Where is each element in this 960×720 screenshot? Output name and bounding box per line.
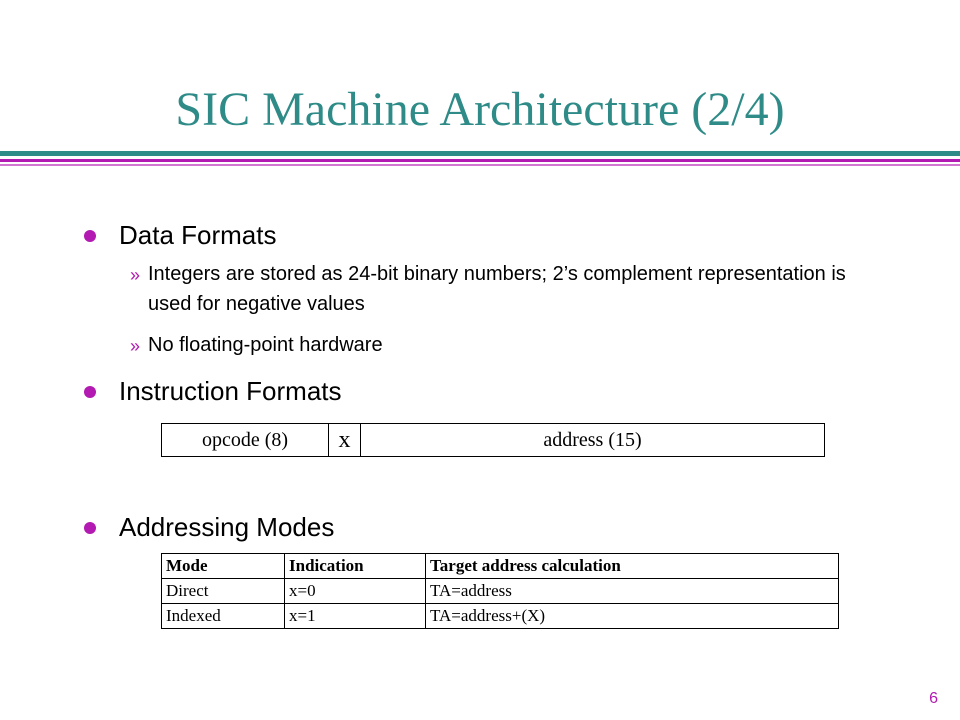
instruction-field-x: x — [329, 424, 361, 456]
table-cell: Indexed — [162, 604, 285, 629]
bullet-dot-icon — [84, 386, 96, 398]
table-cell: Direct — [162, 579, 285, 604]
sub-item-no-floating-point: No floating-point hardware — [148, 334, 383, 356]
table-row — [162, 579, 839, 604]
table-header-row — [162, 554, 839, 579]
table-header-cell: Mode — [162, 554, 285, 579]
sub-item-integers: Integers are stored as 24-bit binary numbers; 2’s complement representation is used for negative values — [148, 263, 846, 315]
bullet-dot-icon — [84, 230, 96, 242]
title-divider-teal — [0, 151, 960, 156]
table-cell: TA=address+(X) — [426, 604, 839, 629]
addressing-modes-table — [161, 553, 839, 629]
table-header-cell: Indication — [285, 554, 426, 579]
title-divider-magenta-thin — [0, 164, 960, 166]
section-heading-instruction-formats: Instruction Formats — [119, 376, 342, 406]
table-row — [162, 604, 839, 629]
table-header-cell: Target address calculation — [426, 554, 839, 579]
table-cell: TA=address — [426, 579, 839, 604]
table-cell: x=0 — [285, 579, 426, 604]
instruction-format-diagram — [161, 423, 825, 457]
section-heading-addressing-modes: Addressing Modes — [119, 512, 335, 542]
sub-bullet-marker-icon: » — [130, 336, 141, 356]
page-number: 6 — [929, 690, 938, 707]
sub-bullet-marker-icon: » — [130, 265, 141, 285]
instruction-field-address: address (15) — [543, 428, 642, 451]
instruction-field-opcode: opcode (8) — [162, 424, 329, 456]
table-cell: x=1 — [285, 604, 426, 629]
slide-title: SIC Machine Architecture (2/4) — [175, 83, 785, 136]
title-divider-magenta — [0, 159, 960, 162]
bullet-dot-icon — [84, 522, 96, 534]
section-heading-data-formats: Data Formats — [119, 220, 277, 250]
